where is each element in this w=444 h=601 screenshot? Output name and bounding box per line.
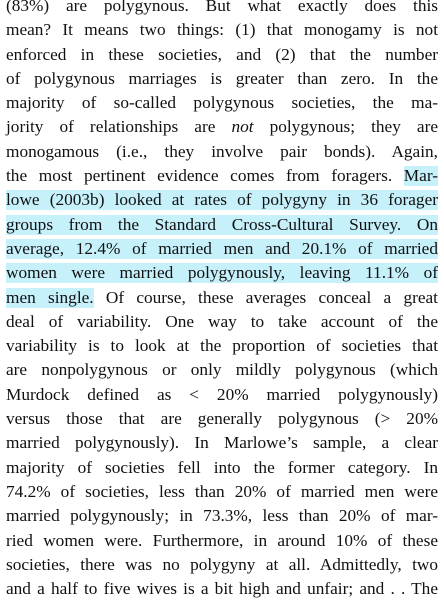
text-segment: mean? It means two things: (1) that monogamy is not <box>6 20 438 40</box>
text-segment: polygynous; they are <box>253 117 438 137</box>
text-segment: (83%) are polygynous. But what exactly does this <box>6 0 438 15</box>
text-segment: of polygynous marriages is greater than zero. In the <box>6 68 438 88</box>
text-line <box>6 504 438 528</box>
text-line <box>6 553 438 577</box>
text-line <box>6 43 438 67</box>
text-segment: the most pertinent evidence comes from foragers. <box>6 166 404 186</box>
text-line <box>6 261 438 285</box>
text-segment: are nonpolygynous or only mildly polygynous (which <box>6 360 438 380</box>
body-paragraph <box>6 0 438 601</box>
text-line <box>6 310 438 334</box>
text-segment: majority of so-called polygynous societies, the ma- <box>6 93 438 113</box>
highlighted-text[interactable]: groups from the Standard Cross-Cultural Survey. On <box>6 214 438 234</box>
text-line <box>6 334 438 358</box>
text-line <box>6 140 438 164</box>
text-segment: 74.2% of societies, less than 20% of married men were <box>6 481 438 501</box>
text-line <box>6 358 438 382</box>
text-segment: Of course, these averages conceal a great <box>93 287 438 307</box>
highlighted-text[interactable]: men single. <box>6 287 94 307</box>
highlighted-text[interactable]: women were married polygynously, leaving 11.1% of <box>6 263 438 283</box>
text-line <box>6 529 438 553</box>
text-segment: ried women were. Furthermore, in around 10% of these <box>6 530 438 550</box>
text-line <box>6 213 438 237</box>
document-page <box>6 0 438 601</box>
highlighted-text[interactable]: Mar- <box>403 166 438 186</box>
text-segment: versus those that are generally polygynous (> 20% <box>6 409 438 429</box>
text-line <box>6 115 438 139</box>
text-segment: societies, there was no polygyny at all. Admittedly, two <box>6 554 438 574</box>
text-line <box>6 480 438 504</box>
text-line <box>6 383 438 407</box>
text-line <box>6 456 438 480</box>
text-line <box>6 164 438 188</box>
highlighted-text[interactable]: average, 12.4% of married men and 20.1% of married <box>6 238 438 258</box>
text-line <box>6 0 438 18</box>
text-segment: jority of relationships are <box>6 117 232 137</box>
text-segment: enforced in these societies, and (2) that the number <box>6 44 438 64</box>
text-segment: Murdock defined as < 20% married polygynously) <box>6 384 438 404</box>
text-line <box>6 67 438 91</box>
text-line <box>6 188 438 212</box>
italic-text: not <box>231 117 254 137</box>
text-line <box>6 407 438 431</box>
text-segment: married polygynously). In Marlowe’s sample, a clear <box>6 433 438 453</box>
text-segment: monogamous (i.e., they involve pair bonds). Again, <box>6 141 438 161</box>
text-segment: variability is to look at the proportion of societies that <box>6 336 438 356</box>
text-segment: majority of societies fell into the former category. In <box>6 457 438 477</box>
text-line <box>6 91 438 115</box>
text-line <box>6 286 438 310</box>
text-segment: and a half to five wives is a bit high and unfair; and . . The <box>6 579 438 599</box>
highlighted-text[interactable]: lowe (2003b) looked at rates of polygyny in 36 forager <box>6 190 438 210</box>
text-line <box>6 18 438 42</box>
text-segment: married polygynously; in 73.3%, less than 20% of mar- <box>6 506 438 526</box>
text-segment: deal of variability. One way to take account of the <box>6 311 438 331</box>
text-line <box>6 237 438 261</box>
text-line <box>6 431 438 455</box>
